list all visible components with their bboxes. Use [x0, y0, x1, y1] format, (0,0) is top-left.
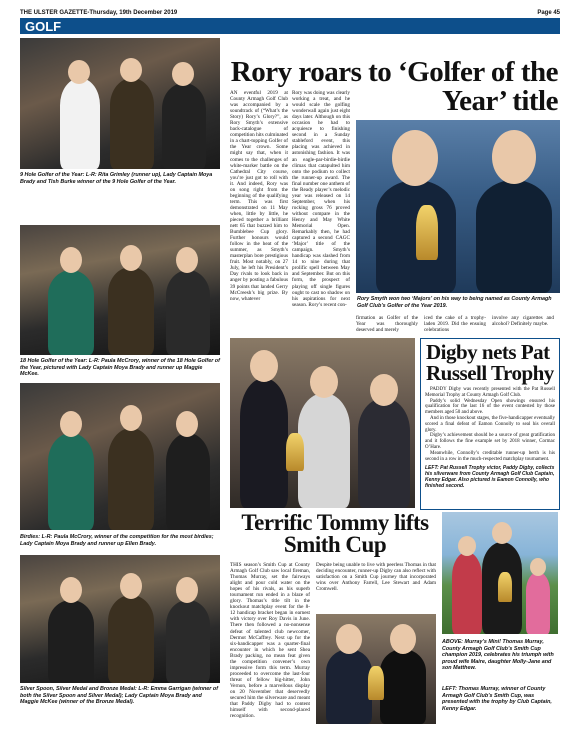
- photo-paddy-digby: [230, 338, 415, 508]
- main-story-col-5: involve any cigarettes and alcohol? Definitely maybe.: [492, 315, 554, 328]
- caption-murray-family: ABOVE: Murray’s Mini! Thomas Murray, County Armagh Golf Club’s Smith Cup champion 2019, celebrates his triumph with proud wife Maire, daughter Molly-Jane and son Matthew.: [442, 639, 554, 672]
- section-label: GOLF: [25, 19, 62, 34]
- page-header: [20, 6, 560, 18]
- paper-date: THE ULSTER GAZETTE-Thursday, 19th December 2019: [20, 10, 178, 16]
- digby-paragraph: Digby’s achievement should be a source of great gratification and it follows the fine example set by 2018 winner, Cormac O’Hare.: [425, 433, 555, 450]
- digby-paragraph: Meanwhile, Connolly’s creditable runner-up berth is his second in a row in the much-respected matchplay tournament.: [425, 450, 555, 462]
- digby-story-box: [420, 338, 560, 510]
- tommy-col-1: THIS season’s Smith Cup at County Armagh Golf Club saw local fireman, Thomas Murray, set the fairways alight and pour cold water on the hopes of his rivals, as his superb tournament run ended in a blaze of glory. Thomas’s title tilt in the knockout matchplay event for the 8-12 handicap bracket began in earnest with victory over Roy Davis in June. There then followed a no-nonsense defeat of talented club newcomer, Dermot McCaffrey. Next up for the six-handicapper was a quarter-final encounter in which he sent Shea Brady packing, no mean feat given the competition convener’s own impressive form this term. Murray proceeded to overcome the last-four threat of fellow big-hitter, John Vernon, before a marvellous display on 20 November that deservedly secured him the silverware and meant that Paddy Digby had to content himself with second-placed recognition.: [230, 562, 310, 720]
- digby-headline: Digby nets Pat Russell Trophy: [426, 340, 554, 385]
- section-bar: [20, 18, 560, 34]
- caption-18-hole: 18 Hole Golfer of the Year: L-R: Paula McCrory, winner of the 18 Hole Golfer of the Year, pictured with Lady Captain Moya Brady and runner up Maggie McKee.: [20, 358, 220, 378]
- main-headline: Rory roars to ‘Golfer of the Year’ title: [230, 56, 558, 117]
- photo-silver-spoon: [20, 555, 220, 683]
- caption-birdies: Birdies: L-R: Paula McCrory, winner of the competition for the most birdies; Lady Captain Moya Brady and runner up Ellen Brady.: [20, 534, 214, 547]
- photo-9-hole: [20, 38, 220, 169]
- photo-murray-trophy: [316, 614, 436, 724]
- main-story-col-3: firmation as Golfer of the Year was thoroughly deserved and merely: [356, 315, 418, 334]
- digby-paragraph: PADDY Digby was recently presented with the Pat Russell Memorial Trophy at County Armagh Golf Club.: [425, 387, 555, 398]
- photo-birdies: [20, 383, 220, 530]
- digby-paragraph: And in those knockout stages, the five-handicapper eventually scored a final defeat of Eamon Connolly to seal his overall glory.: [425, 415, 555, 433]
- photo-rory-smyth: [356, 120, 560, 293]
- page-number: Page 45: [537, 10, 560, 16]
- digby-body: [421, 384, 559, 462]
- caption-9-hole: 9 Hole Golfer of the Year: L-R: Rita Grimley (runner up), Lady Captain Moya Brady and Tish Burke winner of the 9 Hole Golfer of the Year.: [20, 172, 213, 185]
- caption-silver-spoon: Silver Spoon, Silver Medal and Bronze Medal: L-R: Emma Garrigan (winner of both the Silver Spoon and Silver Medal); Lady Captain Moya Brady and Maggie McKee (winner of the Bronze Medal).: [20, 686, 218, 706]
- caption-murray-trophy: LEFT: Thomas Murray, winner of County Armagh Golf Club’s Smith Cup, was presented with the trophy by Club Captain, Kenny Edgar.: [442, 686, 552, 712]
- tommy-headline: Terrific Tommy lifts Smith Cup: [241, 510, 429, 557]
- digby-caption: LEFT: Pat Russell Trophy victor, Paddy Digby, collects his silverware from County Armagh Golf Club Captain, Kenny Edgar. Also pictured is Eamon Connolly, who finished second.: [425, 465, 555, 490]
- digby-paragraph: Paddy’s solid Wednesday Open showings ensured his qualification for the last 16 of the event contested by those members aged 50 and above.: [425, 398, 555, 416]
- main-story-col-1: AN eventful 2019 at County Armagh Golf Club was accompanied by a soundtrack of (“What’s the Story) Rory’s Glory?”, as Rory Smyth’s extensive back-catalogue of competition hits culminated in a chart-topping Golfer of the Year crown. Some might say that, when it comes to the challenges of white-marker battle on the Cathedral City course, you’re just got to roll with it. And indeed, Rory was on song right from the beginning of the qualifying term. This was first demonstrated on 11 May when, little by little, he pieced together a brilliant nett 65 that buzzed him to Bumblebee Cup glory. Further honours would follow in the heat of the summer, as Smyth’s masterplan bore prestigious fruit. Most notably, on 27 July, he left his President’s Day rivals to look back in anger by posting a fabulous 39 points that landed Gerry McCreesh’s big prize. By now, whatever: [230, 90, 288, 302]
- tommy-col-2: Despite being unable to live with peerless Thomas in that deciding encounter, runner-up Digby can also reflect with satisfaction on a Smith Cup journey that incorporated wins over Anthony Farrell, Lee Stewart and Adam Cromwell.: [316, 562, 436, 593]
- caption-rory-smyth: Rory Smyth won two ‘Majors’ on his way to being named as County Armagh Golf Club’s Golfer of the Year 2019.: [357, 296, 552, 309]
- photo-18-hole: [20, 225, 220, 355]
- photo-murray-family: [442, 512, 558, 634]
- main-story-col-2: Rory was doing was clearly working a treat, and he would scale the golfing wonderwall again just eight days later. Although on this occasion he had to acquiesce to finishing second in a Sunday stableford event, this placing was achieved in astonishing fashion. It was an eagle-par-birdie-birdie climax that catapulted him onto the podium to collect the runner-up award. The final number one anthem of the Ready player’s melodic year was released on 14 September, when his rocking gross 76 proved without compare in the Henry and May White Memorial Open. Remarkably then, he had captured a second CAGC ‘Major’ title of the campaign. Smyth’s handicap was slashed from 14 to nine during that prolific spell between May and September. But on this form, the prospect of playing off single figures ought to cast no shadow on his aspirations for next season. Rory’s recent con-: [292, 90, 350, 308]
- main-story-col-4: iced the cake of a trophy-laden 2019. Did the ensuing celebrations: [424, 315, 486, 334]
